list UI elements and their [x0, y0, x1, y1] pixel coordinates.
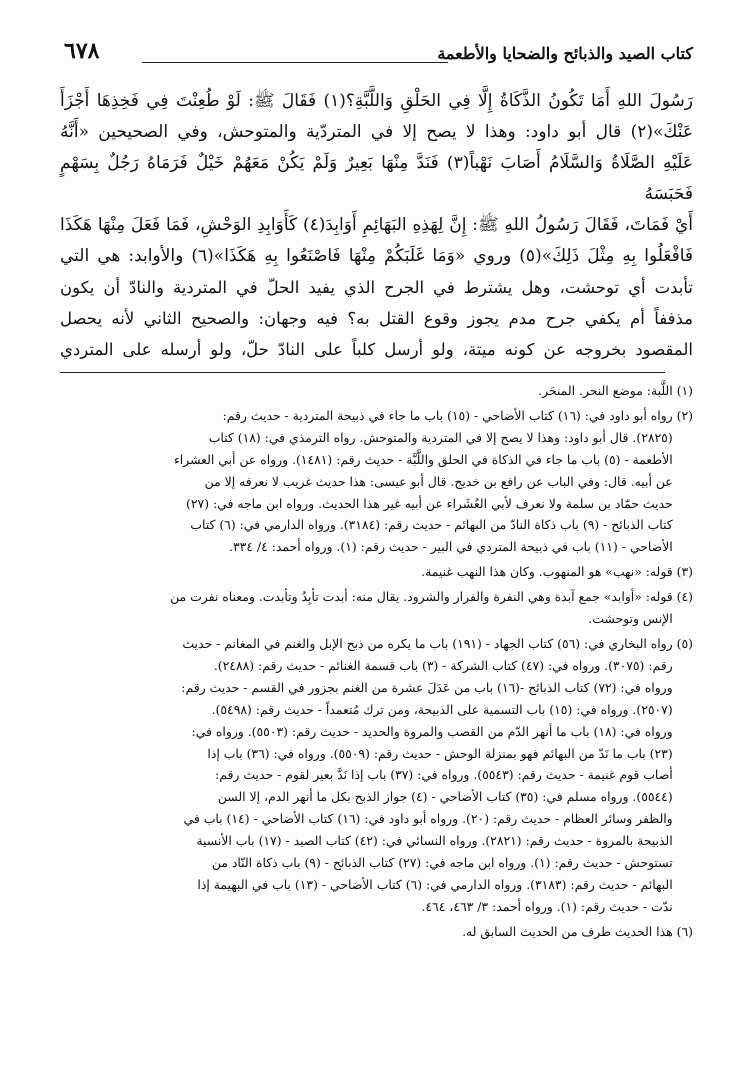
- footnote-line: قوله: «نهب» هو المنهوب. وكان هذا النهب غنيمة.: [421, 564, 673, 580]
- footnote-number: (٥): [676, 635, 693, 651]
- footnote-number: (٤): [676, 589, 693, 605]
- footnote-line: البهائم - حديث رقم: (٣١٨٣). ورواه الدارمي في: (٦) كتاب الأضاحي - (١٣) باب في البهيمة إذا: [197, 876, 673, 892]
- footnote-2: [60, 405, 693, 558]
- footnote-line: تستوحش - حديث رقم: (١). ورواه ابن ماجه في: (٢٧) كتاب الذبائح - (٩) باب ذكاة النّاد من: [211, 855, 673, 871]
- footnote-5: [60, 633, 693, 918]
- main-line: رَسُولَ اللهِ أَمَا تَكُونُ الذَّكَاةُ إِلَّا فِي الحَلْقِ وَاللَّبَّةِ؟(١) فَقَالَ ﷺ: لَوْ طُعِنْتَ فِي فَخِذِهَا أَجْزَأَ: [60, 91, 693, 111]
- footnote-line: رقم: (٣٠٧٥). ورواه في: (٤٧) كتاب الشركة - (٣) باب قسمة الغنائم - حديث رقم: (٢٤٨٨).: [213, 657, 673, 673]
- page-number: ٦٧٨: [64, 38, 100, 64]
- footnote-line: أصاب قوم غنيمة - حديث رقم: (٥٥٤٣). ورواه في: (٣٧) باب إذا نَدَّ بعير لقوم - حديث رقم:: [215, 767, 673, 783]
- footnote-3: [60, 561, 693, 583]
- footnote-line: الذبيحة بالمروة - حديث رقم: (٢٨٢١). ورواه النسائي في: (٤٢) كتاب الصيد - (١٧) باب الأنسية: [196, 833, 673, 849]
- footnote-1: [60, 380, 693, 402]
- footnote-number: (٦): [676, 923, 693, 939]
- footnote-line: (٥٥٤٤). ورواه مسلم في: (٣٥) كتاب الأضاحي - (٤) جواز الذبح بكل ما أنهر الدم، إلا السن: [217, 789, 673, 805]
- footnote-line: (٢٥٠٧). ورواه في: (١٥) باب التسمية على الذبيحة، ومن ترك مُتعمداً - حديث رقم: (٥٤٩٨).: [211, 701, 673, 717]
- main-text: [60, 86, 693, 365]
- main-line: مذففاً أم يكفي جرح مدم يجوز وقوع القتل به؟ فيه وجهان: والصحيح الثاني لأنه يحصل: [60, 309, 693, 328]
- footnote-text: [60, 405, 673, 558]
- footnote-line: (٢٣) باب ما نَدّ من البهائم فهو بمنزلة الوحش - حديث رقم: (٥٥٠٩). ورواه في: (٣٦) باب إذا: [207, 745, 673, 761]
- running-header: [60, 38, 693, 78]
- main-line: عَنْكَ»(٢) قال أبو داود: وهذا لا يصح إلا في المتردّية والمتوحش، وفي الصحيحين «أَنَّهُ: [60, 122, 693, 142]
- footnote-line: والظفر وسائر العظام - حديث رقم: (٢٠). ورواه أبو داود في: (١٦) كتاب الأضاحي - (١٤) باب في: [183, 811, 673, 827]
- footnote-line: اللَّبة: موضع النحر. المنحَر.: [538, 383, 673, 398]
- footnote-number: (٣): [676, 564, 693, 580]
- footnote-line: حديث حمّاد بن سلمة ولا نعرف لأبي العُشَراء عن أبيه غير هذا الحديث. ورواه ابن ماجه في: (٢٧): [186, 495, 673, 511]
- footnote-line: ندّت - حديث رقم: (١). ورواه أحمد: ٣/ ٤٦٣، ٤٦٤.: [421, 898, 673, 914]
- main-line: فَافْعَلُوا بِهِ مِثْلَ ذَلِكَ»(٥) وروي «وَمَا غَلَبَكُمْ مِنْهَا فَاصْنَعُوا بِهِ هَكَذَا»(٦) والأوابد: هي التي: [60, 246, 693, 266]
- main-line: تأبدت أي توحشت، وهل يشترط في الجرح الذي يفيد الحلّ في المتردية والنادّ أن يكون: [60, 278, 693, 297]
- footnote-text: [60, 633, 673, 918]
- footnote-separator: [60, 372, 665, 373]
- footnote-4: [60, 586, 693, 630]
- footnotes: [60, 380, 693, 943]
- header-rule: [142, 62, 448, 63]
- footnote-text: [60, 921, 673, 943]
- footnote-number: (٢): [676, 407, 693, 423]
- footnote-line: (٢٨٢٥). قال أبو داود: وهذا لا يصح إلا في المتردية والمتوحش. رواه الترمذي في: (١٨) كتاب: [208, 429, 673, 445]
- footnote-line: كتاب الذبائح - (٩) باب ذكاة النادّ من البهائم - حديث رقم: (٣١٨٤). ورواه الدارمي في: (٦) كتاب: [190, 517, 673, 533]
- footnote-line: الأطعمة - (٥) باب ما جاء في الذكاة في الحلق واللَّبَّة - حديث رقم: (١٤٨١). ورواه عن أبي العشراء: [173, 451, 673, 467]
- footnote-line: ورواه في: (٧٢) كتاب الذبائح -(١٦) باب من عَدَلَ عشرة من الغنم بجزور في القسم - حديث رقم:: [181, 679, 673, 695]
- footnote-number: (١): [676, 383, 693, 398]
- footnote-line: الإنس وتوحشت.: [588, 611, 673, 627]
- footnote-line: رواه أبو داود في: (١٦) كتاب الأضاحي - (١٥) باب ما جاء في ذبيحة المتردية - حديث رقم:: [222, 407, 673, 423]
- footnote-text: [60, 380, 673, 402]
- main-line: عَلَيْهِ الصَّلَاةُ وَالسَّلَامُ أَصَابَ نَهْباً(٣) فَنَدَّ مِنْهَا بَعِيرٌ وَلَمْ يَكُنْ مَعَهُمْ خَيْلٌ فَرَمَاهُ رَجُلٌ بِسَهْمٍ فَحَبَسَهُ: [60, 153, 694, 204]
- footnote-line: الأضاحي - (١١) باب في ذبيحة المتردي في البير - حديث رقم: (١). ورواه أحمد: ٤/ ٣٣٤.: [229, 539, 673, 555]
- footnote-line: هذا الحديث طرف من الحديث السابق له.: [462, 923, 673, 939]
- footnote-text: [60, 561, 673, 583]
- chapter-title: كتاب الصيد والذبائح والضحايا والأطعمة: [437, 44, 693, 63]
- footnote-line: ورواه في: (١٨) باب ما أنهر الدّم من القصب والمروة والحديد - حديث رقم: (٥٥٠٣). ورواه في:: [191, 723, 673, 739]
- main-line: أَيْ فَمَاتَ، فَقَالَ رَسُولُ اللهِ ﷺ: إِنَّ لِهَذِهِ البَهَائِمِ أَوَابِدَ(٤) كَأَوَابِدِ الوَحْشِ، فَمَا فَعَلَ مِنْهَا هَكَذَا: [60, 215, 693, 235]
- footnote-line: عن أبيه. قال: وفي الباب عن رافع بن خديج. قال أبو عيسى: هذا حديث غريب لا نعرفه إلا من: [204, 473, 673, 489]
- footnote-6: [60, 921, 693, 943]
- footnote-line: قوله: «أوابد» جمع آبدة وهي النفرة والفرار والشرود. يقال منه: أبدت تأبِدُ وتأبدت. ومعناه نفرت من: [170, 589, 673, 605]
- main-line: المقصود بخروجه عن كونه ميتة، ولو أرسل كلباً على النادّ حلّ، ولو أرسله على المتردي: [60, 340, 693, 359]
- footnote-text: [60, 586, 673, 630]
- footnote-line: رواه البخاري في: (٥٦) كتاب الجهاد - (١٩١) باب ما يكره من ذبح الإبل والغنم في المغانم - حديث: [182, 635, 673, 651]
